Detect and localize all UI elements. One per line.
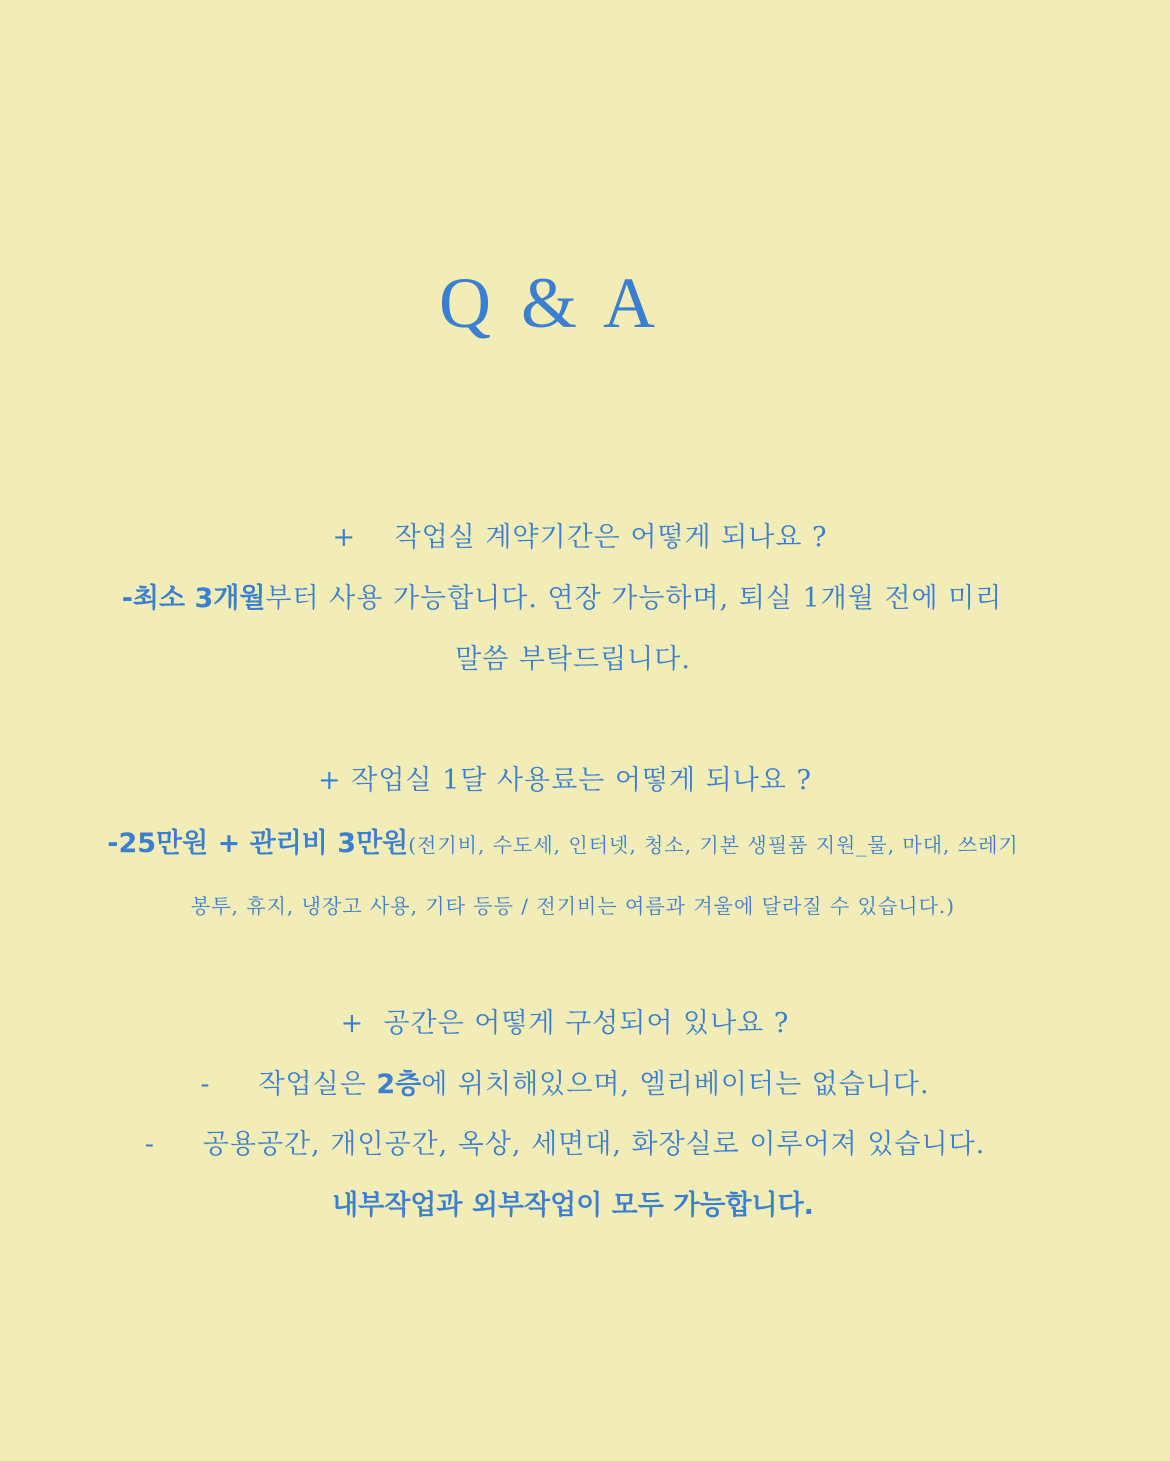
answer-contract-period [0,579,1147,619]
answer-highlight: -25만원 + 관리비 3만원 [107,828,409,859]
answer-text: 부터 사용 가능합니다. 연장 가능하며, 퇴실 1개월 전에 미리 [265,583,1003,614]
page-title: Q & A [438,263,662,343]
question-monthly-fee: + 작업실 1달 사용료는 어떻게 되나요 ? [318,765,812,796]
answer-highlight: -최소 3개월 [121,583,266,614]
answer-space-floor [0,1065,1150,1105]
answer-detail: (전기비, 수도세, 인터넷, 청소, 기본 생필품 지원_물, 마대, 쓰레기 [408,833,1019,857]
answer-monthly-fee-cont: 봉투, 휴지, 냉장고 사용, 기타 등등 / 전기비는 여름과 겨울에 달라질 수 있습니다.) [190,894,956,918]
answer-space-rooms: - 공용공간, 개인공간, 옥상, 세면대, 화장실로 이루어져 있습니다. [144,1129,986,1160]
answer-highlight: 2층 [376,1069,422,1100]
answer-contract-period-cont: 말씀 부탁드립니다. [455,644,691,675]
answer-space-work: 내부작업과 외부작업이 모두 가능합니다. [332,1190,814,1221]
question-space-layout: + 공간은 어떻게 구성되어 있나요 ? [340,1008,790,1039]
question-contract-period: + 작업실 계약기간은 어떻게 되나요 ? [332,522,828,553]
answer-text: 에 위치해있으며, 엘리베이터는 없습니다. [421,1069,930,1100]
answer-monthly-fee [0,824,1148,865]
answer-text: - 작업실은 [200,1069,377,1100]
